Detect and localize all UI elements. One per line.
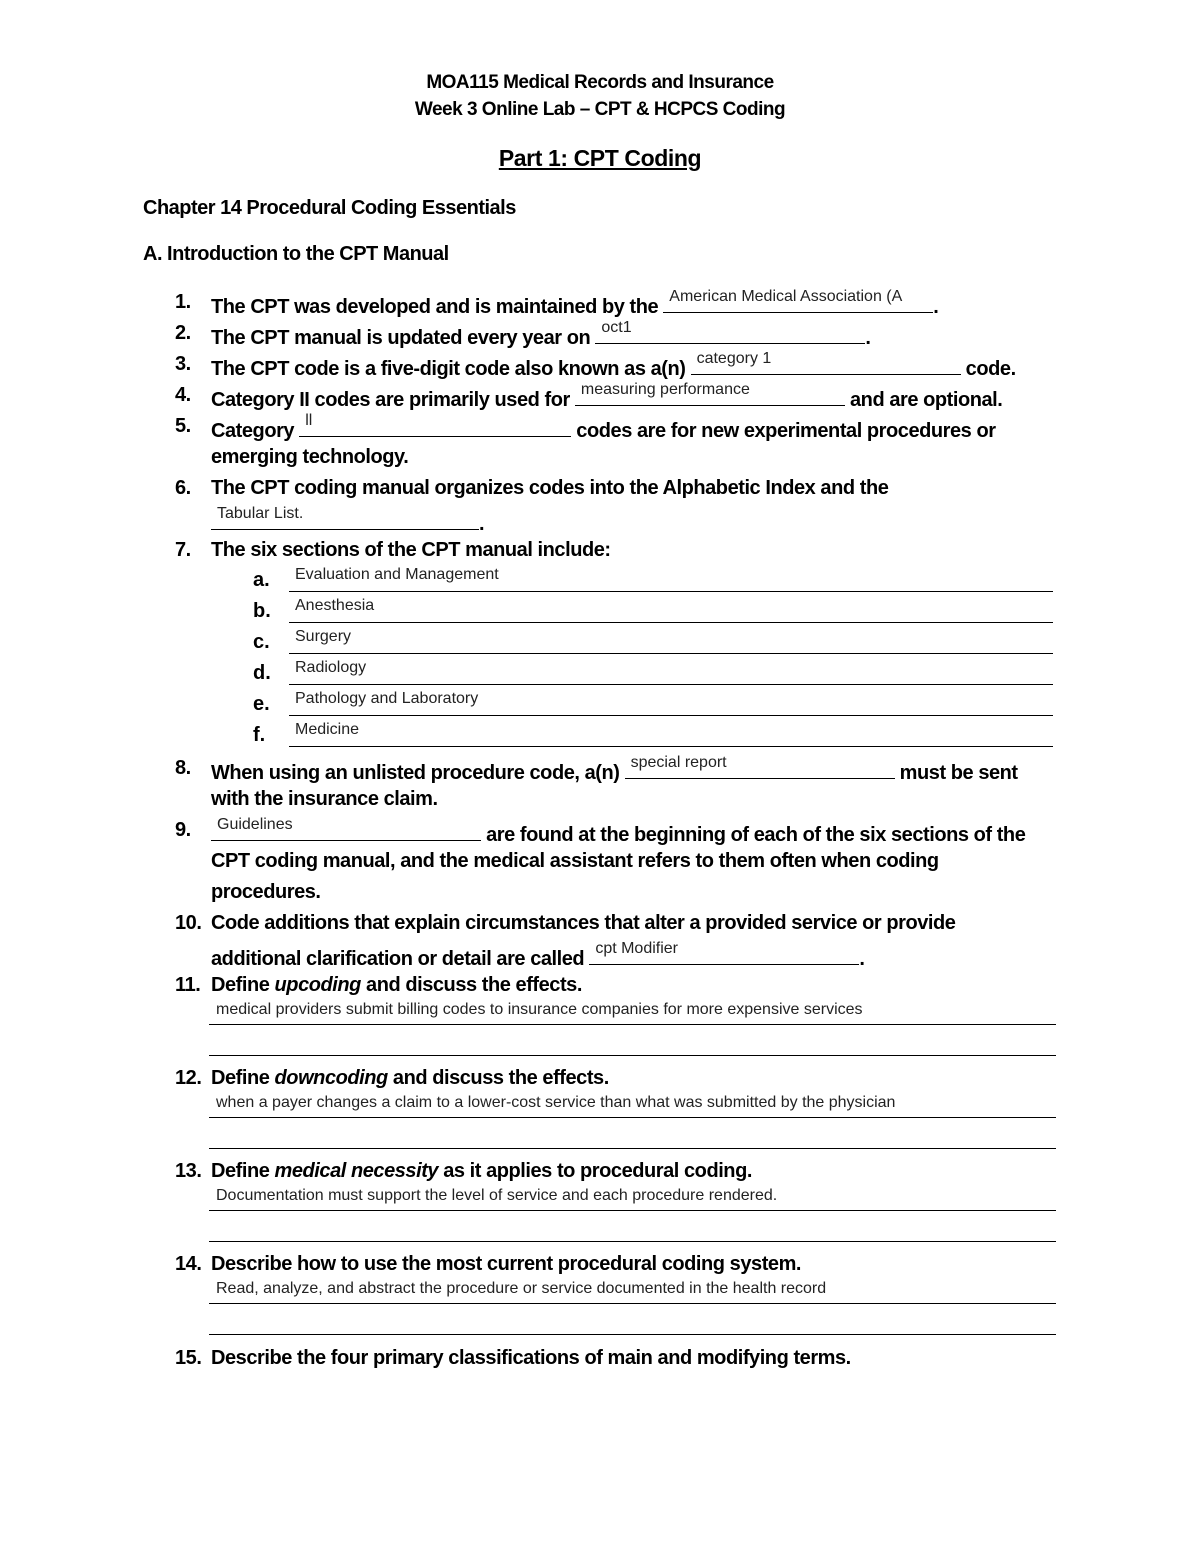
chapter-heading: Chapter 14 Procedural Coding Essentials: [143, 197, 516, 219]
answer-line-13a[interactable]: [209, 1210, 1056, 1211]
section-answer: Surgery: [295, 628, 352, 645]
answer-field-7b[interactable]: [289, 622, 1053, 623]
answer-text-13: Documentation must support the level of service and each procedure rendered.: [216, 1187, 778, 1204]
answer-field-1[interactable]: American Medical Association (A: [663, 290, 933, 313]
question-14: 14. Describe how to use the most current procedural coding system.: [175, 1253, 802, 1275]
answer-field-6[interactable]: Tabular List.: [211, 507, 479, 530]
answer-field-7a[interactable]: [289, 591, 1053, 592]
question-7: 7. The six sections of the CPT manual include:: [175, 539, 611, 561]
answer-field-3[interactable]: category 1: [691, 352, 961, 375]
question-5-continued: emerging technology.: [211, 446, 409, 468]
answer-line-14b[interactable]: [209, 1334, 1056, 1335]
section-letter: a.: [253, 569, 270, 591]
answer-line-11a[interactable]: [209, 1024, 1056, 1025]
section-letter: e.: [253, 693, 270, 715]
answer-field-7d[interactable]: [289, 684, 1053, 685]
answer-line-12b[interactable]: [209, 1148, 1056, 1149]
answer-field-4[interactable]: measuring performance: [575, 383, 845, 406]
question-1: 1. The CPT was developed and is maintained by the American Medical Association (A .: [175, 288, 939, 318]
question-8-continued: with the insurance claim.: [211, 788, 438, 810]
answer-text-14: Read, analyze, and abstract the procedure or service documented in the health record: [216, 1280, 827, 1297]
question-9-continued-2: procedures.: [211, 881, 321, 903]
answer-text-11: medical providers submit billing codes to insurance companies for more expensive services: [216, 1001, 863, 1018]
section-answer: Pathology and Laboratory: [295, 690, 479, 707]
part-title: Part 1: CPT Coding: [498, 145, 702, 171]
course-title: MOA115 Medical Records and Insurance: [426, 72, 774, 93]
question-8: 8. When using an unlisted procedure code, a(n) special report must be sent: [175, 754, 1018, 784]
answer-field-10[interactable]: cpt Modifier: [589, 942, 859, 965]
answer-line-13b[interactable]: [209, 1241, 1056, 1242]
section-answer: Anesthesia: [295, 597, 375, 614]
question-13: 13. Define medical necessity as it applies to procedural coding.: [175, 1160, 752, 1182]
section-letter: c.: [253, 631, 270, 653]
section-letter: b.: [253, 600, 271, 622]
answer-field-8[interactable]: special report: [625, 756, 895, 779]
question-2: 2. The CPT manual is updated every year on oct1 .: [175, 319, 871, 349]
answer-line-14a[interactable]: [209, 1303, 1056, 1304]
question-6-answer-line: Tabular List. .: [211, 507, 484, 536]
section-heading: A. Introduction to the CPT Manual: [143, 243, 449, 265]
answer-field-2[interactable]: oct1: [595, 321, 865, 344]
answer-field-7f[interactable]: [289, 746, 1053, 747]
question-9: 9. Guidelines are found at the beginning of each of the six sections of the: [175, 816, 1026, 846]
section-answer: Radiology: [295, 659, 367, 676]
question-11: 11. Define upcoding and discuss the effects.: [175, 974, 582, 996]
section-answer: Medicine: [295, 721, 360, 738]
answer-field-9[interactable]: Guidelines: [211, 818, 481, 841]
question-9-continued: CPT coding manual, and the medical assistant refers to them often when coding: [211, 850, 939, 872]
answer-field-7e[interactable]: [289, 715, 1053, 716]
answer-field-5[interactable]: ll: [299, 414, 571, 437]
section-answer: Evaluation and Management: [295, 566, 499, 583]
question-3: 3. The CPT code is a five-digit code also known as a(n) category 1 code.: [175, 350, 1016, 380]
week-title: Week 3 Online Lab – CPT & HCPCS Coding: [414, 99, 786, 120]
answer-line-12a[interactable]: [209, 1117, 1056, 1118]
question-10: 10. Code additions that explain circumstances that alter a provided service or provide: [175, 912, 956, 934]
section-letter: d.: [253, 662, 271, 684]
question-12: 12. Define downcoding and discuss the effects.: [175, 1067, 609, 1089]
question-6: 6. The CPT coding manual organizes codes into the Alphabetic Index and the: [175, 477, 889, 499]
question-5: 5. Category ll codes are for new experimental procedures or: [175, 412, 996, 442]
question-15: 15. Describe the four primary classifications of main and modifying terms.: [175, 1347, 851, 1369]
answer-line-11b[interactable]: [209, 1055, 1056, 1056]
answer-field-7c[interactable]: [289, 653, 1053, 654]
question-10-continued: additional clarification or detail are called cpt Modifier .: [211, 940, 865, 970]
question-4: 4. Category II codes are primarily used for measuring performance and are optional.: [175, 381, 1003, 411]
answer-text-12: when a payer changes a claim to a lower-cost service than what was submitted by the physician: [216, 1094, 896, 1111]
section-letter: f.: [253, 724, 266, 746]
